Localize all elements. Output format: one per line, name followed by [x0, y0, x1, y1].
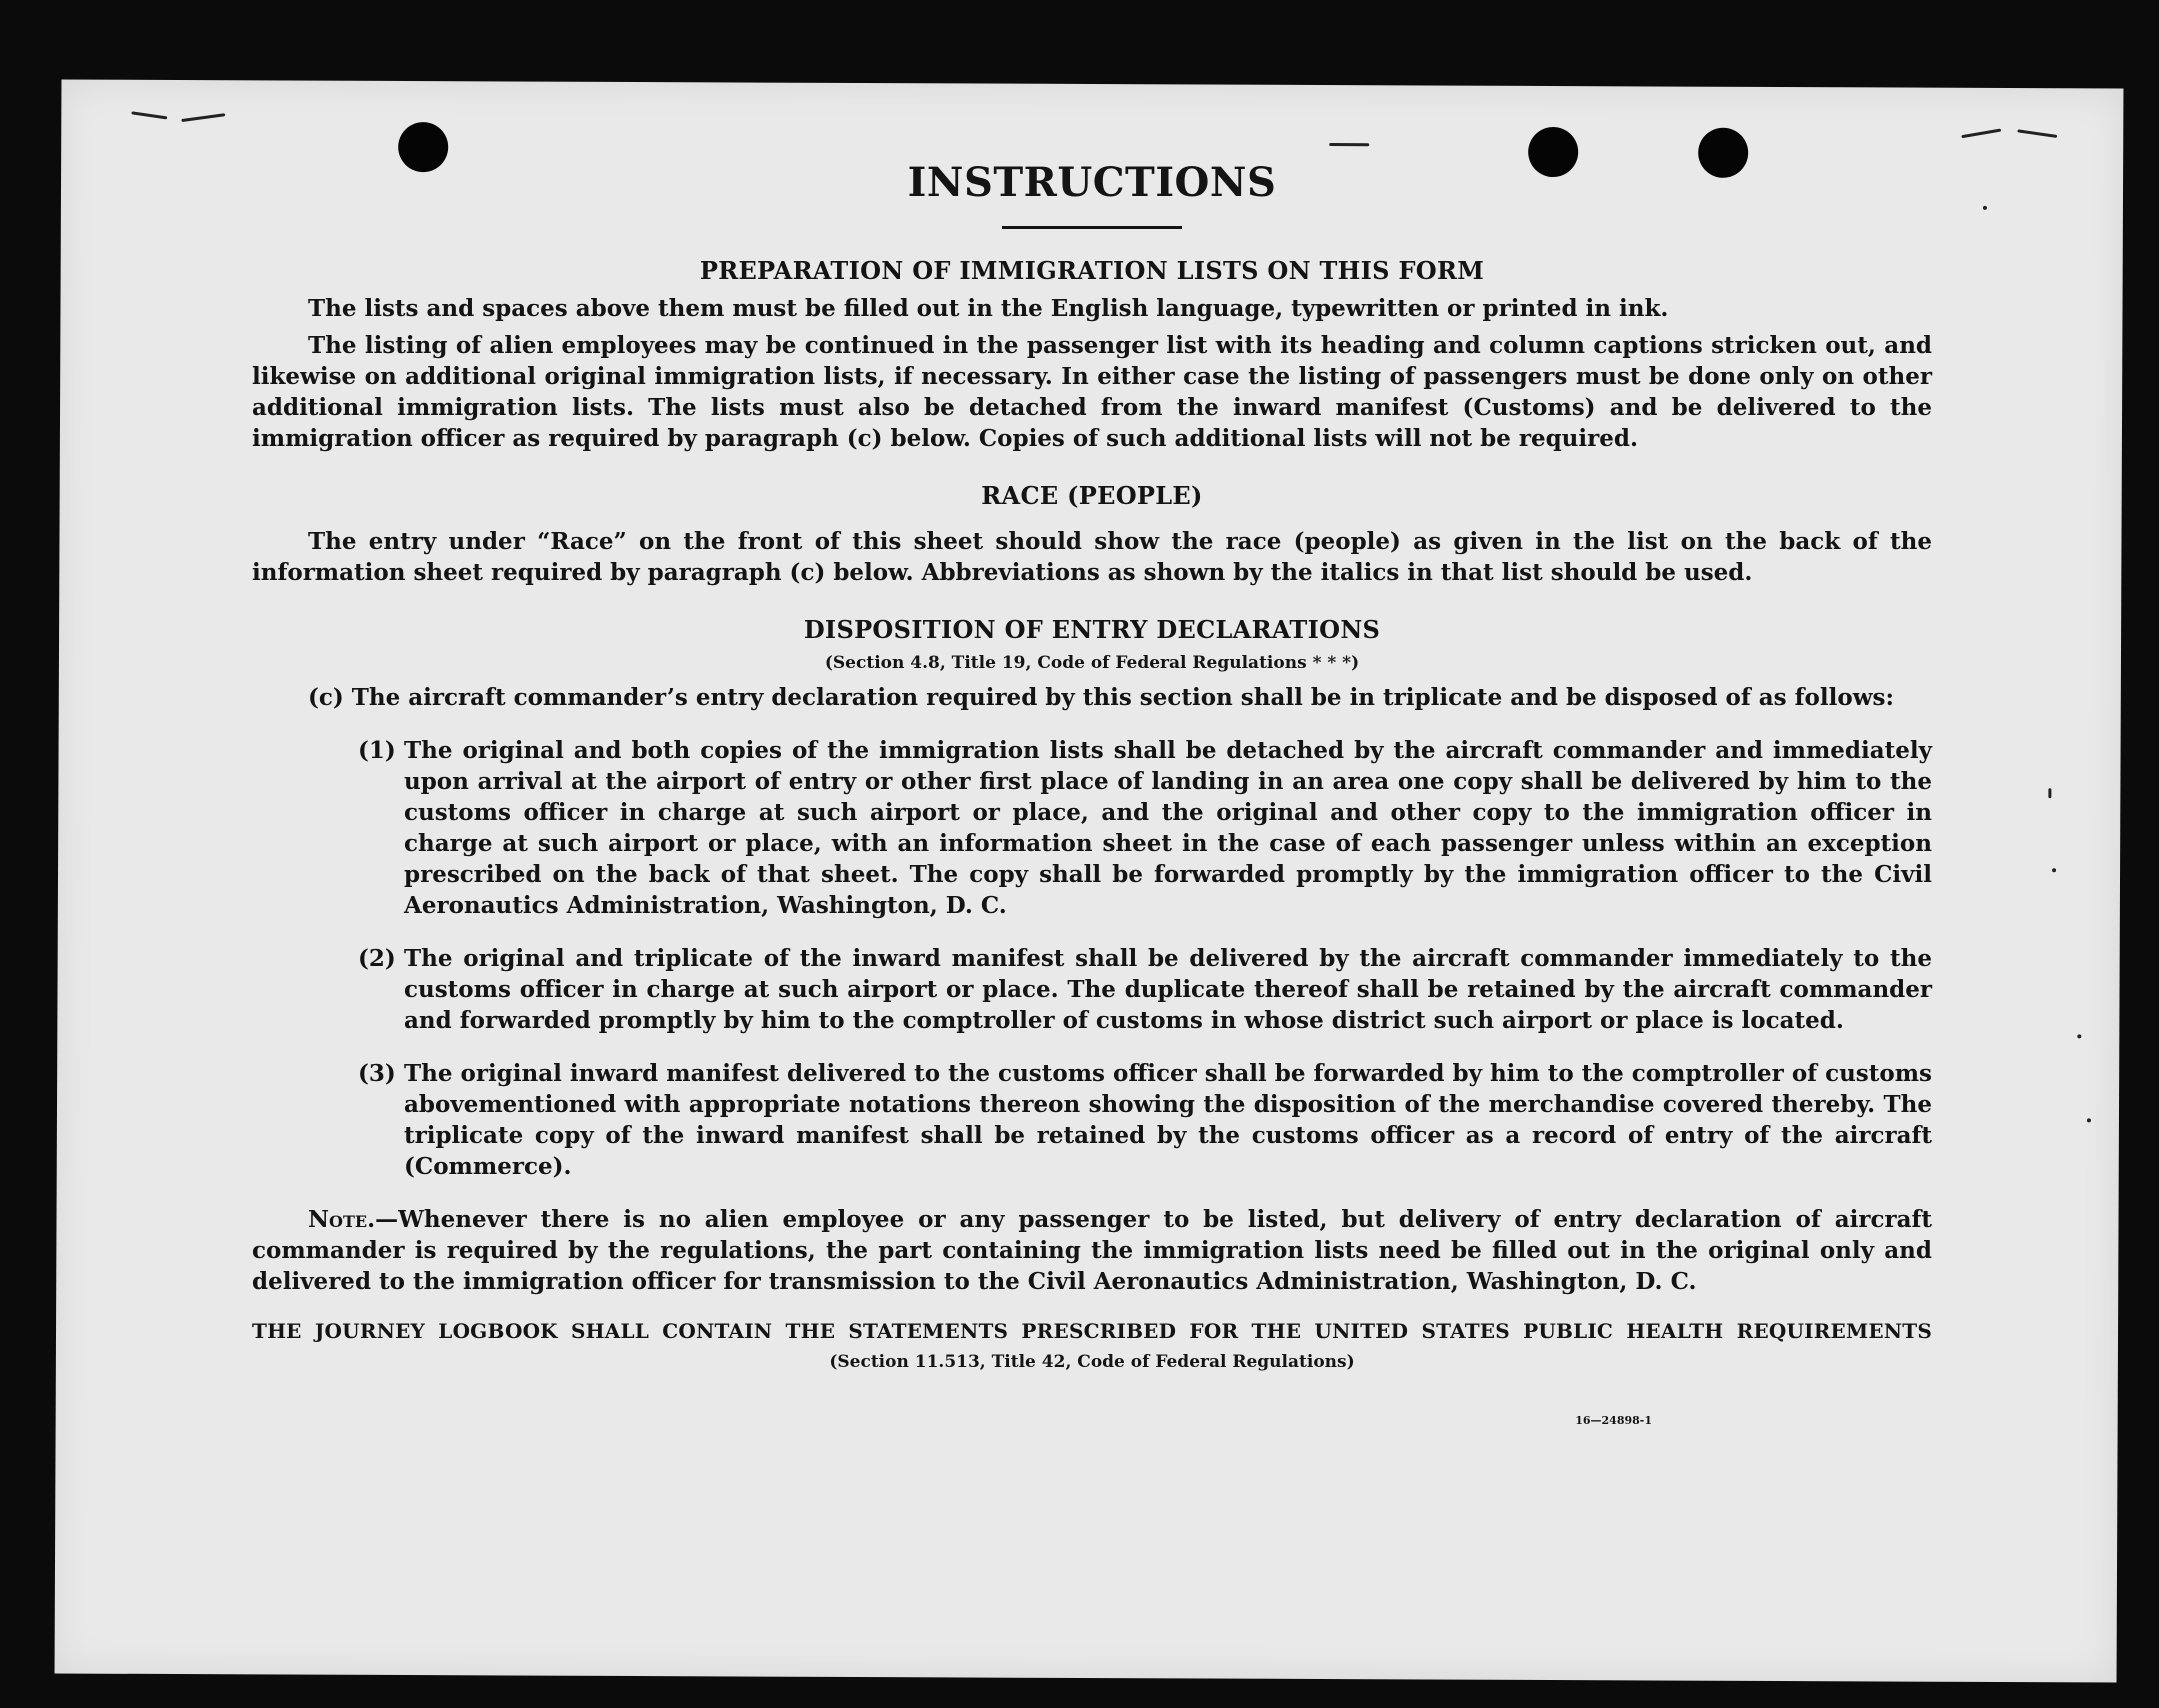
paragraph-label: (c) — [308, 684, 344, 711]
stray-mark — [1983, 206, 1987, 210]
list-item — [252, 1058, 1932, 1182]
note-paragraph — [252, 1204, 1932, 1297]
paragraph: The listing of alien employees may be continued in the passenger list with its heading and column captions stricken out, and likewise on additional original immigration lists, if necessary. In either case the listing of passengers must be done only on other additional immigration lists. The lists must also be detached from the inward manifest (Customs) and be delivered to the immigration officer as required by paragraph (c) below. Copies of such additional lists will not be required. — [252, 332, 1932, 452]
section-heading-preparation: PREPARATION OF IMMIGRATION LISTS ON THIS FORM — [699, 256, 1485, 285]
stray-mark — [131, 111, 167, 119]
health-requirements-line: THE JOURNEY LOGBOOK SHALL CONTAIN THE STATEMENTS PRESCRIBED FOR THE UNITED STATES PUBLIC HEALTH REQUIREMENTS — [252, 1319, 1932, 1343]
list-item — [252, 735, 1932, 921]
item-number: (1) — [358, 737, 396, 764]
paragraph-c — [252, 682, 1932, 713]
paragraph-text: The aircraft commander’s entry declaration required by this section shall be in triplicate and be disposed of as follows: — [351, 684, 1894, 711]
item-number: (3) — [358, 1060, 396, 1087]
item-text: The original and both copies of the immigration lists shall be detached by the aircraft commander and immediately upon arrival at the airport of entry or other first place of landing in an area one copy shall be delivered by him to the customs officer in charge at such airport or place, and the original and other copy to the immigration officer in charge at such airport or place, with an information sheet in the case of each passenger unless within an exception prescribed on the back of that sheet. The copy shall be forwarded promptly by the immigration officer to the Civil Aeronautics Administration, Washington, D. C. — [404, 737, 1932, 919]
stray-mark — [2077, 1034, 2081, 1038]
stray-mark — [1329, 143, 1369, 146]
item-number: (2) — [358, 945, 396, 972]
stray-mark — [181, 113, 225, 122]
note-label: Note. — [308, 1206, 376, 1233]
instructions-body — [252, 160, 1932, 1436]
paragraph: The entry under “Race” on the front of this sheet should show the race (people) as given in the list on the back of the information sheet required by paragraph (c) below. Abbreviations as shown by the italics in that list should be used. — [252, 528, 1932, 586]
stray-mark — [2048, 788, 2051, 798]
stray-mark — [2052, 868, 2056, 872]
stray-mark — [2017, 129, 2057, 138]
page-title: INSTRUCTIONS — [907, 159, 1277, 206]
citation: (Section 4.8, Title 19, Code of Federal Regulations * * *) — [824, 653, 1360, 673]
form-number: 16—24898-1 — [1575, 1414, 1652, 1427]
note-text: —Whenever there is no alien employee or any passenger to be listed, but delivery of entry declaration of aircraft commander is required by the regulations, the part containing the immigration lists need be filled out in the original only and delivered to the immigration officer for transmission to the Civil Aeronautics Administration, Washington, D. C. — [252, 1206, 1932, 1295]
section-heading-disposition: DISPOSITION OF ENTRY DECLARATIONS — [803, 615, 1381, 644]
list-item — [252, 943, 1932, 1036]
section-heading-race: RACE (PEOPLE) — [981, 481, 1203, 510]
item-text: The original inward manifest delivered to the customs officer shall be forwarded by him to the comptroller of customs abovementioned with appropriate notations thereon showing the disposition of the merchandise covered thereby. The triplicate copy of the inward manifest shall be retained by the customs officer as a record of entry of the aircraft (Commerce). — [404, 1060, 1932, 1180]
stray-mark — [1961, 129, 2001, 139]
paragraph: The lists and spaces above them must be filled out in the English language, typewritten or printed in ink. — [308, 295, 1669, 322]
health-citation: (Section 11.513, Title 42, Code of Federal Regulations) — [829, 1352, 1355, 1372]
stray-mark — [2087, 1118, 2091, 1122]
item-text: The original and triplicate of the inward manifest shall be delivered by the aircraft commander immediately to the customs officer in charge at such airport or place. The duplicate thereof shall be retained by the aircraft commander and forwarded promptly by him to the comptroller of customs in whose district such airport or place is located. — [404, 945, 1932, 1034]
title-underline — [1002, 226, 1182, 229]
